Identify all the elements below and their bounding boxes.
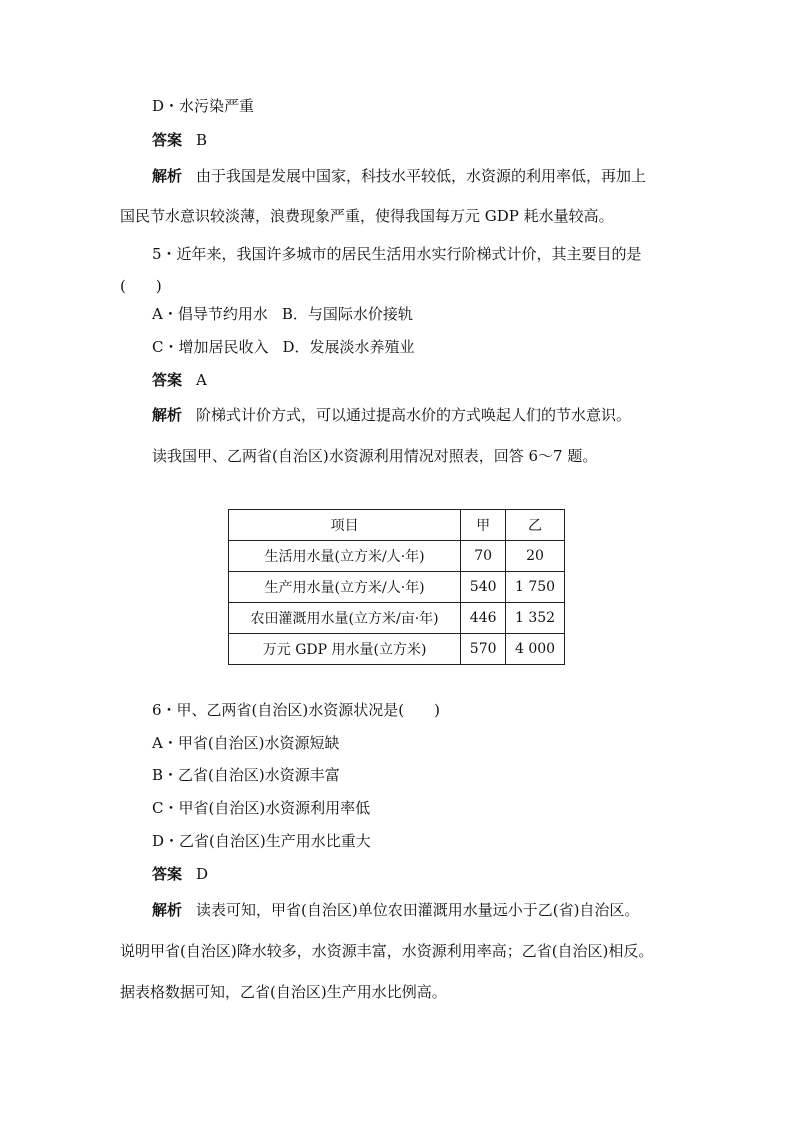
answer-label: 答案 — [152, 865, 183, 883]
q6-option-c: C・甲省(自治区)水资源利用率低 — [152, 799, 371, 817]
q5-option-d: D．发展淡水养殖业 — [282, 338, 415, 356]
q4-answer — [152, 130, 207, 150]
q6-answer — [152, 864, 208, 884]
table-cell: 446 — [461, 603, 506, 634]
table-row — [229, 541, 565, 572]
table-cell: 1 750 — [506, 572, 565, 603]
analysis-label: 解析 — [152, 167, 183, 185]
table-header-row — [229, 510, 565, 541]
answer-value: A — [196, 371, 207, 389]
analysis-text: 阶梯式计价方式，可以通过提高水价的方式唤起人们的节水意识。 — [196, 406, 632, 424]
q5-stem-bracket: ( ) — [120, 277, 162, 295]
q5-option-a: A・倡导节约用水 — [152, 305, 268, 323]
table-cell: 生活用水量(立方米/人·年) — [229, 541, 461, 572]
q5-answer — [152, 370, 207, 390]
table-cell: 生产用水量(立方米/人·年) — [229, 572, 461, 603]
table-cell: 1 352 — [506, 603, 565, 634]
table-cell: 70 — [461, 541, 506, 572]
water-usage-table — [228, 509, 565, 665]
q5-analysis — [152, 405, 631, 425]
q5-options-cd — [152, 337, 415, 357]
analysis-text: 由于我国是发展中国家，科技水平较低，水资源的利用率低，再加上 — [196, 167, 647, 185]
q5-options-ab — [152, 304, 413, 324]
table-cell: 540 — [461, 572, 506, 603]
table-cell: 4 000 — [506, 634, 565, 665]
q6-analysis-line2: 说明甲省(自治区)降水较多，水资源丰富，水资源利用率高；乙省(自治区)相反。 — [120, 942, 654, 960]
q6-option-b: B・乙省(自治区)水资源丰富 — [152, 766, 340, 784]
q6-option-d: D・乙省(自治区)生产用水比重大 — [152, 832, 371, 850]
answer-label: 答案 — [152, 131, 183, 149]
table-row — [229, 634, 565, 665]
q4-analysis — [152, 166, 646, 186]
table-header-item: 项目 — [229, 510, 461, 541]
table-header-jia: 甲 — [461, 510, 506, 541]
answer-label: 答案 — [152, 371, 183, 389]
q6-analysis — [152, 900, 639, 920]
table-cell: 20 — [506, 541, 565, 572]
table-row — [229, 572, 565, 603]
table-intro: 读我国甲、乙两省(自治区)水资源利用情况对照表，回答 6～7 题。 — [152, 447, 598, 465]
q5-option-b: B．与国际水价接轨 — [281, 305, 413, 323]
q5-option-c: C・增加居民收入 — [152, 338, 269, 356]
analysis-label: 解析 — [152, 406, 183, 424]
q6-option-a: A・甲省(自治区)水资源短缺 — [152, 734, 340, 752]
q6-analysis-line3: 据表格数据可知，乙省(自治区)生产用水比例高。 — [120, 983, 447, 1001]
answer-value: B — [196, 131, 208, 149]
table-row — [229, 603, 565, 634]
table-header-yi: 乙 — [506, 510, 565, 541]
table-cell: 农田灌溉用水量(立方米/亩·年) — [229, 603, 461, 634]
q5-stem: 5・近年来，我国许多城市的居民生活用水实行阶梯式计价，其主要目的是 — [152, 245, 642, 263]
analysis-label: 解析 — [152, 901, 183, 919]
answer-value: D — [196, 865, 209, 883]
q4-analysis-line2: 国民节水意识较淡薄，浪费现象严重，使得我国每万元 GDP 耗水量较高。 — [120, 207, 614, 225]
table-cell: 万元 GDP 用水量(立方米) — [229, 634, 461, 665]
q4-option-d: D・水污染严重 — [152, 97, 255, 115]
table-cell: 570 — [461, 634, 506, 665]
q6-stem: 6・甲、乙两省(自治区)水资源状况是( ) — [152, 701, 440, 719]
analysis-text: 读表可知，甲省(自治区)单位农田灌溉用水量远小于乙(省)自治区。 — [196, 901, 640, 919]
